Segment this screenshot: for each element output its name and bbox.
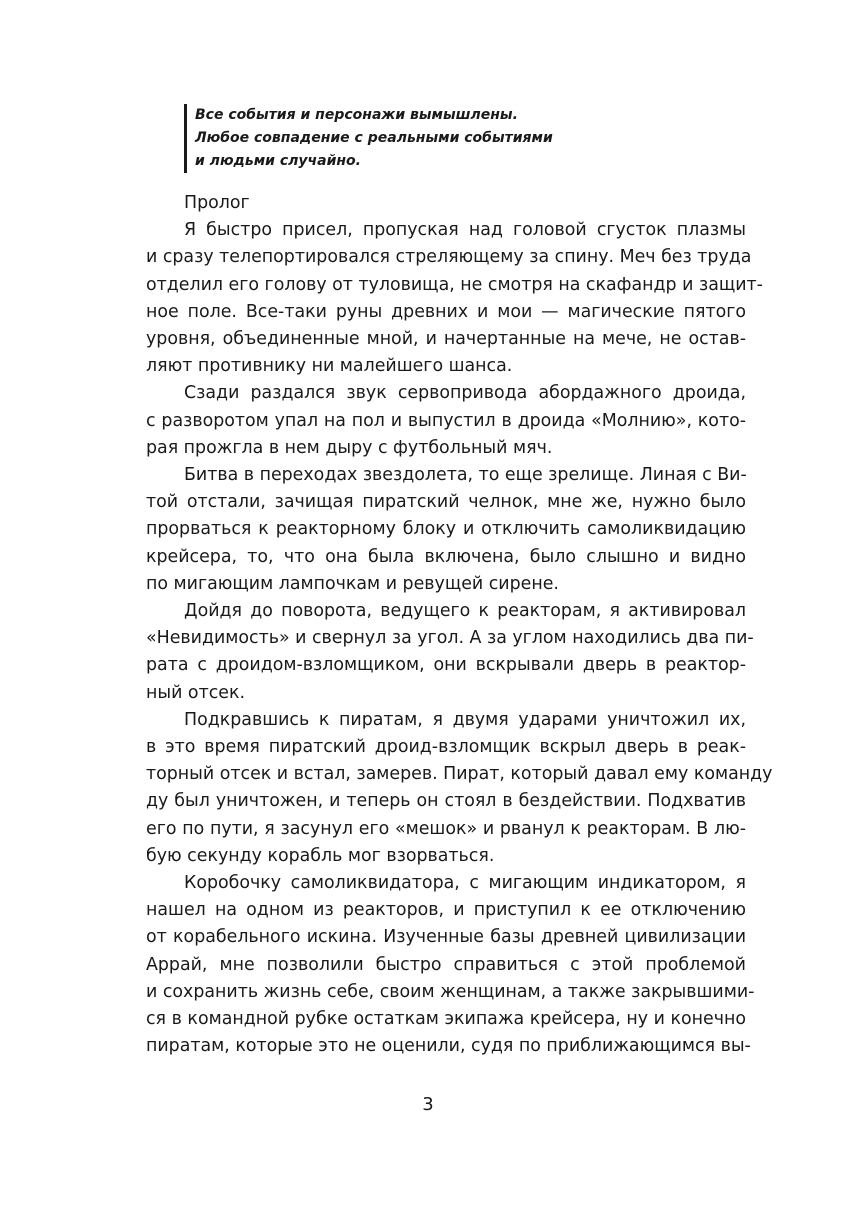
text-line: Коробочку самоликвидатора, с мигающим индикатором, я xyxy=(184,873,746,894)
text-line: его по пути, я засунул его «мешок» и рванул к реакторам. В лю- xyxy=(146,818,746,839)
text-line: Аррай, мне позволили быстро справиться с этой проблемой xyxy=(146,954,746,975)
epigraph-line: Любое совпадение с реальными событиями xyxy=(195,130,553,146)
text-line: в это время пиратский дроид-взломщик вскрыл дверь в реак- xyxy=(146,737,746,758)
text-line: Битва в переходах звездолета, то еще зрелище. Линая с Ви- xyxy=(184,465,747,486)
paragraph xyxy=(146,870,755,1060)
paragraph xyxy=(146,217,763,380)
text-line: ду был уничтожен, и теперь он стоял в бездействии. Подхватив xyxy=(146,791,746,812)
text-line: пиратам, которые это не оценили, судя по приближающимся вы- xyxy=(146,1036,751,1057)
text-line: и сохранить жизнь себе, своим женщинам, а также закрывшими- xyxy=(146,981,755,1002)
text-line: Подкравшись к пиратам, я двумя ударами уничтожил их, xyxy=(184,709,746,730)
text-line: рая прожгла в нем дыру с футбольный мяч. xyxy=(146,437,553,458)
text-line: «Невидимость» и свернул за угол. А за углом находились два пи- xyxy=(146,628,754,649)
text-line: Дойдя до поворота, ведущего к реакторам, я активировал xyxy=(184,601,746,622)
text-line: той отстали, зачищая пиратский челнок, мне же, нужно было xyxy=(146,492,746,513)
text-line: Сзади раздался звук сервопривода абордажного дроида, xyxy=(184,383,746,404)
text-line: ляют противнику ни малейшего шанса. xyxy=(146,356,513,377)
text-line: Я быстро присел, пропуская над головой сгусток плазмы xyxy=(184,220,746,241)
paragraph xyxy=(146,707,773,870)
text-line: крейсера, то, что она была включена, было слышно и видно xyxy=(146,546,746,567)
text-line: уровня, объединенные мной, и начертанные на мече, не остав- xyxy=(146,329,746,350)
text-line: прорваться к реакторному блоку и отключить самоликвидацию xyxy=(146,519,746,540)
paragraph xyxy=(146,380,746,462)
chapter-text xyxy=(146,190,773,1061)
epigraph xyxy=(184,104,595,173)
paragraph xyxy=(146,462,746,598)
text-line: торный отсек и встал, замерев. Пират, который давал ему команду xyxy=(146,764,773,785)
text-line: с разворотом упал на пол и выпустил в дроида «Молнию», кото- xyxy=(146,410,746,431)
text-line: по мигающим лампочкам и ревущей сирене. xyxy=(146,573,559,594)
paragraph xyxy=(146,598,754,707)
epigraph-line: Все события и персонажи вымышлены. xyxy=(195,107,518,123)
text-line: ный отсек. xyxy=(146,682,245,703)
text-line: рата с дроидом-взломщиком, они вскрывали дверь в реактор- xyxy=(146,655,746,676)
epigraph-line: и людьми случайно. xyxy=(195,153,361,169)
text-line: ное поле. Все-таки руны древних и мои — магические пятого xyxy=(146,301,746,322)
text-line: нашел на одном из реакторов, и приступил к ее отключению xyxy=(146,900,746,921)
text-line: бую секунду корабль мог взорваться. xyxy=(146,845,495,866)
text-line: и сразу телепортировался стреляющему за спину. Меч без труда xyxy=(146,247,752,268)
page-number: 3 xyxy=(422,1094,434,1115)
chapter-heading: Пролог xyxy=(184,193,250,213)
text-line: ся в командной рубке остаткам экипажа крейсера, ну и конечно xyxy=(146,1009,746,1030)
text-line: отделил его голову от туловища, не смотря на скафандр и защит- xyxy=(146,274,763,295)
text-line: от корабельного искина. Изученные базы древней цивилизации xyxy=(146,927,746,948)
